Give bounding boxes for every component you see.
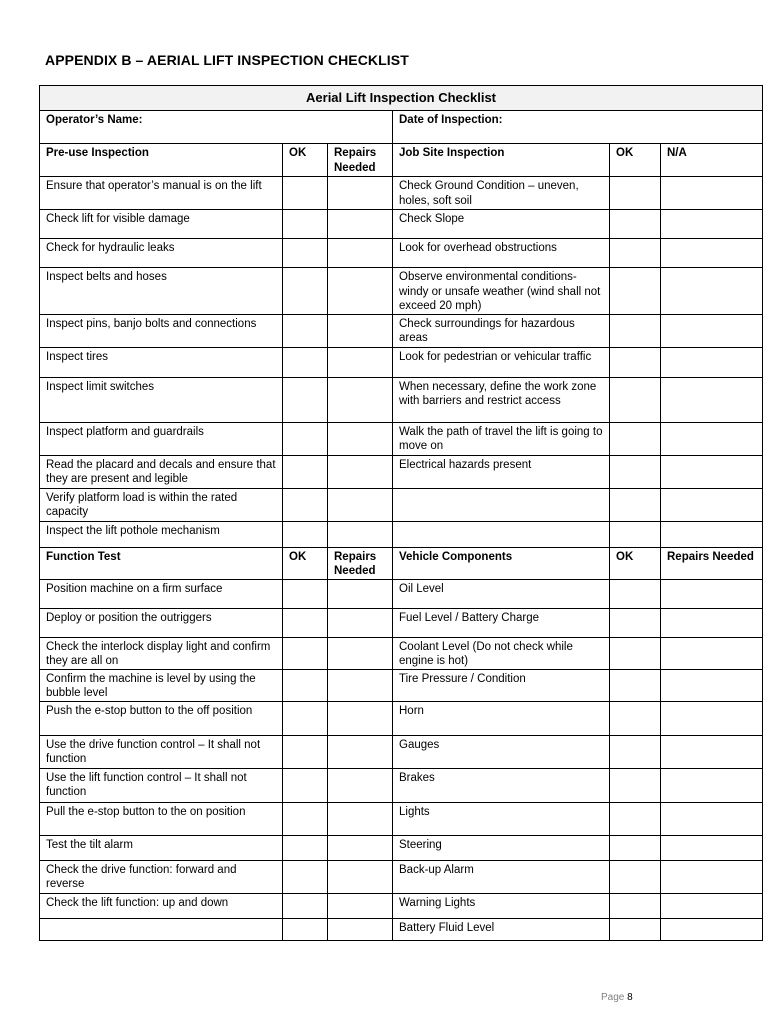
jobsite-na-checkbox[interactable] <box>661 455 763 488</box>
function-item: Test the tilt alarm <box>40 835 283 860</box>
function-repairs-checkbox[interactable] <box>328 860 393 893</box>
jobsite-ok-checkbox[interactable] <box>610 210 661 239</box>
vehicle-item: Oil Level <box>393 579 610 608</box>
jobsite-header: Job Site Inspection <box>393 144 610 177</box>
preuse-ok-header: OK <box>283 144 328 177</box>
vehicle-item: Horn <box>393 701 610 735</box>
jobsite-ok-checkbox[interactable] <box>610 347 661 377</box>
checklist-row <box>40 177 763 210</box>
vehicle-item: Back-up Alarm <box>393 860 610 893</box>
function-item: Position machine on a firm surface <box>40 579 283 608</box>
checklist-row <box>40 893 763 918</box>
checklist-row <box>40 239 763 268</box>
jobsite-na-checkbox[interactable] <box>661 314 763 347</box>
vehicle-repairs-checkbox[interactable] <box>661 579 763 608</box>
function-item: Check the drive function: forward and reverse <box>40 860 283 893</box>
jobsite-ok-checkbox[interactable] <box>610 455 661 488</box>
vehicle-repairs-checkbox[interactable] <box>661 860 763 893</box>
function-repairs-checkbox[interactable] <box>328 835 393 860</box>
preuse-repairs-checkbox[interactable] <box>328 177 393 210</box>
vehicle-ok-checkbox[interactable] <box>610 579 661 608</box>
jobsite-item: When necessary, define the work zone with barriers and restrict access <box>393 377 610 422</box>
preuse-header: Pre-use Inspection <box>40 144 283 177</box>
function-item <box>40 918 283 940</box>
preuse-ok-checkbox[interactable] <box>283 314 328 347</box>
vehicle-ok-checkbox[interactable] <box>610 669 661 701</box>
jobsite-na-checkbox[interactable] <box>661 210 763 239</box>
preuse-item: Inspect the lift pothole mechanism <box>40 521 283 547</box>
checklist-row <box>40 488 763 521</box>
vehicle-ok-checkbox[interactable] <box>610 701 661 735</box>
function-repairs-checkbox[interactable] <box>328 735 393 768</box>
preuse-item: Check for hydraulic leaks <box>40 239 283 268</box>
function-test-header: Function Test <box>40 547 283 579</box>
operator-name-field[interactable]: Operator’s Name: <box>40 111 393 144</box>
vehicle-item: Warning Lights <box>393 893 610 918</box>
vehicle-ok-checkbox[interactable] <box>610 860 661 893</box>
function-repairs-checkbox[interactable] <box>328 768 393 802</box>
vehicle-ok-checkbox[interactable] <box>610 637 661 669</box>
vehicle-header: Vehicle Components <box>393 547 610 579</box>
function-repairs-checkbox[interactable] <box>328 918 393 940</box>
checklist-row <box>40 422 763 455</box>
preuse-item: Inspect platform and guardrails <box>40 422 283 455</box>
checklist-row <box>40 579 763 608</box>
inspection-checklist-table <box>39 85 763 941</box>
vehicle-repairs-checkbox[interactable] <box>661 608 763 637</box>
vehicle-repairs-checkbox[interactable] <box>661 735 763 768</box>
jobsite-na-checkbox[interactable] <box>661 268 763 315</box>
preuse-ok-checkbox[interactable] <box>283 377 328 422</box>
function-repairs-checkbox[interactable] <box>328 802 393 835</box>
preuse-repairs-checkbox[interactable] <box>328 210 393 239</box>
appendix-heading: APPENDIX B – AERIAL LIFT INSPECTION CHECKLIST <box>45 52 409 68</box>
function-ok-checkbox[interactable] <box>283 637 328 669</box>
preuse-ok-checkbox[interactable] <box>283 268 328 315</box>
jobsite-ok-header: OK <box>610 144 661 177</box>
function-item: Deploy or position the outriggers <box>40 608 283 637</box>
function-item: Check the interlock display light and confirm they are all on <box>40 637 283 669</box>
jobsite-item: Check Ground Condition – uneven, holes, soft soil <box>393 177 610 210</box>
function-item: Use the drive function control – It shall not function <box>40 735 283 768</box>
jobsite-item: Check Slope <box>393 210 610 239</box>
jobsite-ok-checkbox[interactable] <box>610 521 661 547</box>
vehicle-item: Steering <box>393 835 610 860</box>
vehicle-ok-checkbox[interactable] <box>610 835 661 860</box>
function-repairs-checkbox[interactable] <box>328 608 393 637</box>
vehicle-ok-checkbox[interactable] <box>610 893 661 918</box>
vehicle-item: Gauges <box>393 735 610 768</box>
page-label: Page <box>601 992 625 1003</box>
vehicle-item: Coolant Level (Do not check while engine is hot) <box>393 637 610 669</box>
preuse-ok-checkbox[interactable] <box>283 422 328 455</box>
checklist-row <box>40 521 763 547</box>
checklist-row <box>40 268 763 315</box>
function-ok-checkbox[interactable] <box>283 579 328 608</box>
page-footer <box>601 992 633 1003</box>
preuse-ok-checkbox[interactable] <box>283 239 328 268</box>
preuse-item: Ensure that operator’s manual is on the lift <box>40 177 283 210</box>
function-item: Push the e-stop button to the off position <box>40 701 283 735</box>
jobsite-na-checkbox[interactable] <box>661 239 763 268</box>
jobsite-na-checkbox[interactable] <box>661 177 763 210</box>
preuse-ok-checkbox[interactable] <box>283 210 328 239</box>
jobsite-na-checkbox[interactable] <box>661 488 763 521</box>
vehicle-repairs-checkbox[interactable] <box>661 637 763 669</box>
preuse-ok-checkbox[interactable] <box>283 455 328 488</box>
jobsite-na-header: N/A <box>661 144 763 177</box>
vehicle-ok-checkbox[interactable] <box>610 802 661 835</box>
checklist-row <box>40 735 763 768</box>
preuse-ok-checkbox[interactable] <box>283 488 328 521</box>
checklist-row <box>40 860 763 893</box>
jobsite-item <box>393 521 610 547</box>
function-ok-checkbox[interactable] <box>283 835 328 860</box>
function-ok-checkbox[interactable] <box>283 608 328 637</box>
jobsite-ok-checkbox[interactable] <box>610 314 661 347</box>
jobsite-item: Look for pedestrian or vehicular traffic <box>393 347 610 377</box>
preuse-repairs-checkbox[interactable] <box>328 455 393 488</box>
function-repairs-checkbox[interactable] <box>328 669 393 701</box>
checklist-title: Aerial Lift Inspection Checklist <box>40 86 763 111</box>
preuse-repairs-checkbox[interactable] <box>328 347 393 377</box>
jobsite-na-checkbox[interactable] <box>661 422 763 455</box>
vehicle-repairs-checkbox[interactable] <box>661 701 763 735</box>
jobsite-ok-checkbox[interactable] <box>610 377 661 422</box>
checklist-row <box>40 768 763 802</box>
jobsite-na-checkbox[interactable] <box>661 377 763 422</box>
checklist-row <box>40 347 763 377</box>
vehicle-repairs-checkbox[interactable] <box>661 768 763 802</box>
checklist-row <box>40 455 763 488</box>
function-ok-checkbox[interactable] <box>283 701 328 735</box>
preuse-repairs-checkbox[interactable] <box>328 521 393 547</box>
preuse-item: Verify platform load is within the rated capacity <box>40 488 283 521</box>
preuse-ok-checkbox[interactable] <box>283 521 328 547</box>
jobsite-item: Check surroundings for hazardous areas <box>393 314 610 347</box>
checklist-row <box>40 314 763 347</box>
preuse-repairs-checkbox[interactable] <box>328 314 393 347</box>
jobsite-item: Observe environmental conditions- windy or unsafe weather (wind shall not exceed 20 mph) <box>393 268 610 315</box>
jobsite-na-checkbox[interactable] <box>661 521 763 547</box>
vehicle-item: Tire Pressure / Condition <box>393 669 610 701</box>
function-item: Use the lift function control – It shall not function <box>40 768 283 802</box>
checklist-row <box>40 701 763 735</box>
jobsite-item <box>393 488 610 521</box>
preuse-ok-checkbox[interactable] <box>283 347 328 377</box>
jobsite-na-checkbox[interactable] <box>661 347 763 377</box>
checklist-row <box>40 918 763 940</box>
checklist-row <box>40 377 763 422</box>
checklist-row <box>40 210 763 239</box>
preuse-repairs-checkbox[interactable] <box>328 377 393 422</box>
checklist-row <box>40 608 763 637</box>
vehicle-repairs-checkbox[interactable] <box>661 835 763 860</box>
function-repairs-header: Repairs Needed <box>328 547 393 579</box>
vehicle-repairs-header: Repairs Needed <box>661 547 763 579</box>
vehicle-ok-checkbox[interactable] <box>610 608 661 637</box>
function-item: Check the lift function: up and down <box>40 893 283 918</box>
jobsite-ok-checkbox[interactable] <box>610 177 661 210</box>
function-ok-checkbox[interactable] <box>283 802 328 835</box>
function-item: Confirm the machine is level by using the bubble level <box>40 669 283 701</box>
function-repairs-checkbox[interactable] <box>328 893 393 918</box>
checklist-row <box>40 802 763 835</box>
vehicle-repairs-checkbox[interactable] <box>661 893 763 918</box>
preuse-item: Read the placard and decals and ensure that they are present and legible <box>40 455 283 488</box>
jobsite-ok-checkbox[interactable] <box>610 488 661 521</box>
jobsite-item: Electrical hazards present <box>393 455 610 488</box>
vehicle-ok-header: OK <box>610 547 661 579</box>
preuse-ok-checkbox[interactable] <box>283 177 328 210</box>
checklist-row <box>40 637 763 669</box>
jobsite-item: Walk the path of travel the lift is going to move on <box>393 422 610 455</box>
checklist-row <box>40 669 763 701</box>
function-repairs-checkbox[interactable] <box>328 637 393 669</box>
vehicle-ok-checkbox[interactable] <box>610 768 661 802</box>
date-of-inspection-field[interactable]: Date of Inspection: <box>393 111 763 144</box>
function-item: Pull the e-stop button to the on position <box>40 802 283 835</box>
function-ok-checkbox[interactable] <box>283 669 328 701</box>
preuse-repairs-header: Repairs Needed <box>328 144 393 177</box>
preuse-item: Inspect pins, banjo bolts and connections <box>40 314 283 347</box>
preuse-item: Inspect belts and hoses <box>40 268 283 315</box>
function-ok-header: OK <box>283 547 328 579</box>
function-ok-checkbox[interactable] <box>283 735 328 768</box>
preuse-repairs-checkbox[interactable] <box>328 268 393 315</box>
jobsite-ok-checkbox[interactable] <box>610 268 661 315</box>
vehicle-item: Fuel Level / Battery Charge <box>393 608 610 637</box>
preuse-item: Inspect tires <box>40 347 283 377</box>
vehicle-repairs-checkbox[interactable] <box>661 669 763 701</box>
preuse-item: Check lift for visible damage <box>40 210 283 239</box>
vehicle-item: Lights <box>393 802 610 835</box>
vehicle-item: Brakes <box>393 768 610 802</box>
jobsite-ok-checkbox[interactable] <box>610 239 661 268</box>
function-ok-checkbox[interactable] <box>283 918 328 940</box>
preuse-item: Inspect limit switches <box>40 377 283 422</box>
vehicle-item: Battery Fluid Level <box>393 918 610 940</box>
checklist-row <box>40 835 763 860</box>
function-ok-checkbox[interactable] <box>283 893 328 918</box>
function-repairs-checkbox[interactable] <box>328 579 393 608</box>
function-ok-checkbox[interactable] <box>283 860 328 893</box>
jobsite-item: Look for overhead obstructions <box>393 239 610 268</box>
function-repairs-checkbox[interactable] <box>328 701 393 735</box>
preuse-repairs-checkbox[interactable] <box>328 422 393 455</box>
preuse-repairs-checkbox[interactable] <box>328 239 393 268</box>
vehicle-ok-checkbox[interactable] <box>610 918 661 940</box>
jobsite-ok-checkbox[interactable] <box>610 422 661 455</box>
vehicle-ok-checkbox[interactable] <box>610 735 661 768</box>
function-ok-checkbox[interactable] <box>283 768 328 802</box>
vehicle-repairs-checkbox[interactable] <box>661 918 763 940</box>
vehicle-repairs-checkbox[interactable] <box>661 802 763 835</box>
page-number: 8 <box>627 992 633 1003</box>
preuse-repairs-checkbox[interactable] <box>328 488 393 521</box>
